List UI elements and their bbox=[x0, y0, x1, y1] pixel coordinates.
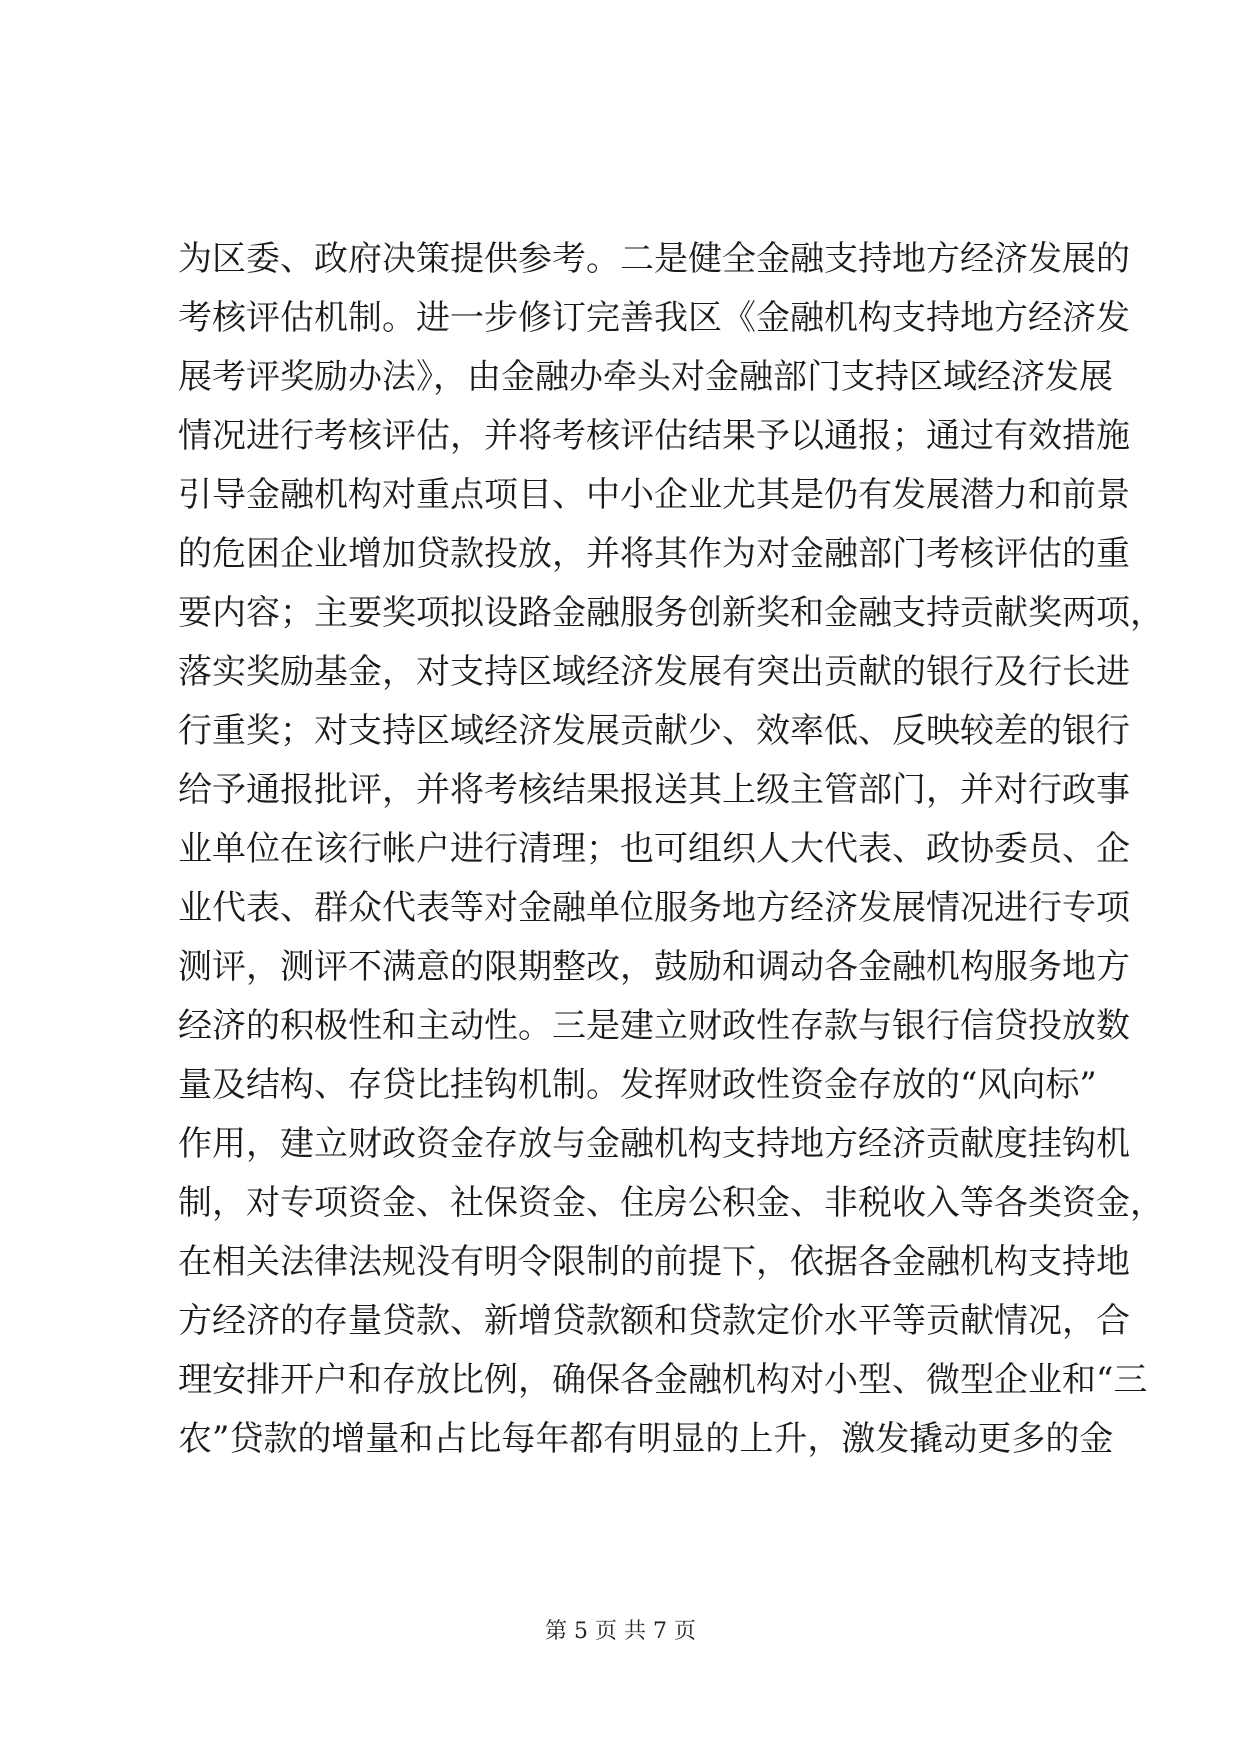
text-line: 考核评估机制。进一步修订完善我区《金融机构支持地方经济发 bbox=[178, 298, 1130, 338]
text-line: 情况进行考核评估，并将考核评估结果予以通报；通过有效措施 bbox=[178, 416, 1130, 456]
text-line: 理安排开户和存放比例，确保各金融机构对小型、微型企业和“三 bbox=[178, 1360, 1148, 1400]
text-line: 业单位在该行帐户进行清理；也可组织人大代表、政协委员、企 bbox=[178, 829, 1130, 869]
text-line: 测评，测评不满意的限期整改，鼓励和调动各金融机构服务地方 bbox=[178, 947, 1130, 987]
text-line: 落实奖励基金，对支持区域经济发展有突出贡献的银行及行长进 bbox=[178, 652, 1130, 692]
text-line: 制，对专项资金、社保资金、住房公积金、非税收入等各类资金， bbox=[178, 1183, 1164, 1223]
text-line: 给予通报批评，并将考核结果报送其上级主管部门，并对行政事 bbox=[178, 770, 1130, 810]
text-line: 的危困企业增加贷款投放，并将其作为对金融部门考核评估的重 bbox=[178, 534, 1130, 574]
text-line: 农”贷款的增量和占比每年都有明显的上升，激发撬动更多的金 bbox=[178, 1419, 1114, 1459]
body-text bbox=[178, 230, 1164, 1469]
text-line: 作用，建立财政资金存放与金融机构支持地方经济贡献度挂钩机 bbox=[178, 1124, 1130, 1164]
text-line: 展考评奖励办法》，由金融办牵头对金融部门支持区域经济发展 bbox=[178, 357, 1113, 397]
text-line: 在相关法律法规没有明令限制的前提下，依据各金融机构支持地 bbox=[178, 1242, 1130, 1282]
text-line: 行重奖；对支持区域经济发展贡献少、效率低、反映较差的银行 bbox=[178, 711, 1130, 751]
text-line: 经济的积极性和主动性。三是建立财政性存款与银行信贷投放数 bbox=[178, 1006, 1130, 1046]
text-line: 要内容；主要奖项拟设路金融服务创新奖和金融支持贡献奖两项， bbox=[178, 593, 1164, 633]
text-line: 业代表、群众代表等对金融单位服务地方经济发展情况进行专项 bbox=[178, 888, 1130, 928]
page-number-footer: 第 5 页 共 7 页 bbox=[545, 1619, 696, 1644]
text-line: 为区委、政府决策提供参考。二是健全金融支持地方经济发展的 bbox=[178, 239, 1130, 279]
text-line: 方经济的存量贷款、新增贷款额和贷款定价水平等贡献情况，合 bbox=[178, 1301, 1130, 1341]
text-line: 引导金融机构对重点项目、中小企业尤其是仍有发展潜力和前景 bbox=[178, 475, 1130, 515]
text-line: 量及结构、存贷比挂钩机制。发挥财政性资金存放的“风向标” bbox=[178, 1065, 1097, 1105]
